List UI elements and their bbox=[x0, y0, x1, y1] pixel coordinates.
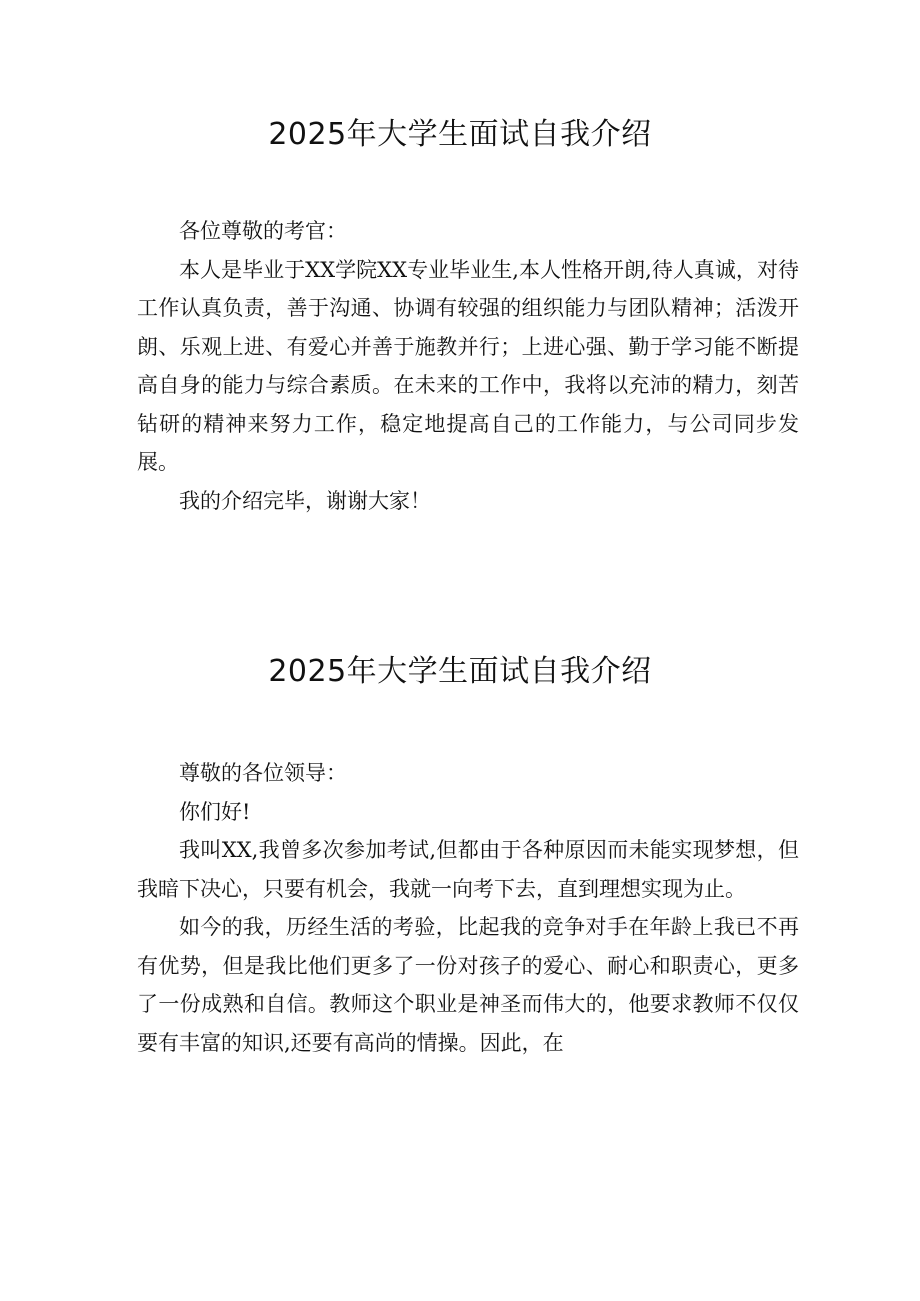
document-section bbox=[137, 754, 799, 1062]
page-title: 2025年大学生面试自我介绍 bbox=[268, 117, 652, 152]
greeting: 你们好! bbox=[179, 799, 251, 824]
page-title: 2025年大学生面试自我介绍 bbox=[268, 654, 652, 689]
closing-paragraph: 我的介绍完毕，谢谢大家！ bbox=[179, 488, 431, 513]
body-paragraph: 本人是毕业于XX学院XX专业毕业生,本人性格开朗,待人真诚，对待工作认真负责，善于沟通、协调有较强的组织能力与团队精神；活泼开朗、乐观上进、有爱心并善于施教并行；上进心强、勤于学习能不断提高自身的能力与综合素质。在未来的工作中，我将以充沛的精力，刻苦钻研的精神来努力工作，稳定地提高自己的工作能力，与公司同步发展。 bbox=[137, 257, 799, 474]
salutation: 尊敬的各位领导： bbox=[179, 761, 347, 785]
document-section bbox=[137, 212, 799, 520]
body-paragraph: 我叫XX,我曾多次参加考试,但都由于各种原因而未能实现梦想，但我暗下决心，只要有机会，我就一向考下去，直到理想实现为止。 bbox=[137, 838, 799, 901]
body-paragraph: 如今的我，历经生活的考验，比起我的竞争对手在年龄上我已不再有优势，但是我比他们更多了一份对孩子的爱心、耐心和职责心，更多了一份成熟和自信。教师这个职业是神圣而伟大的，他要求教师不仅仅要有丰富的知识,还要有高尚的情操。因此，在 bbox=[137, 915, 799, 1055]
salutation: 各位尊敬的考官： bbox=[179, 219, 347, 243]
